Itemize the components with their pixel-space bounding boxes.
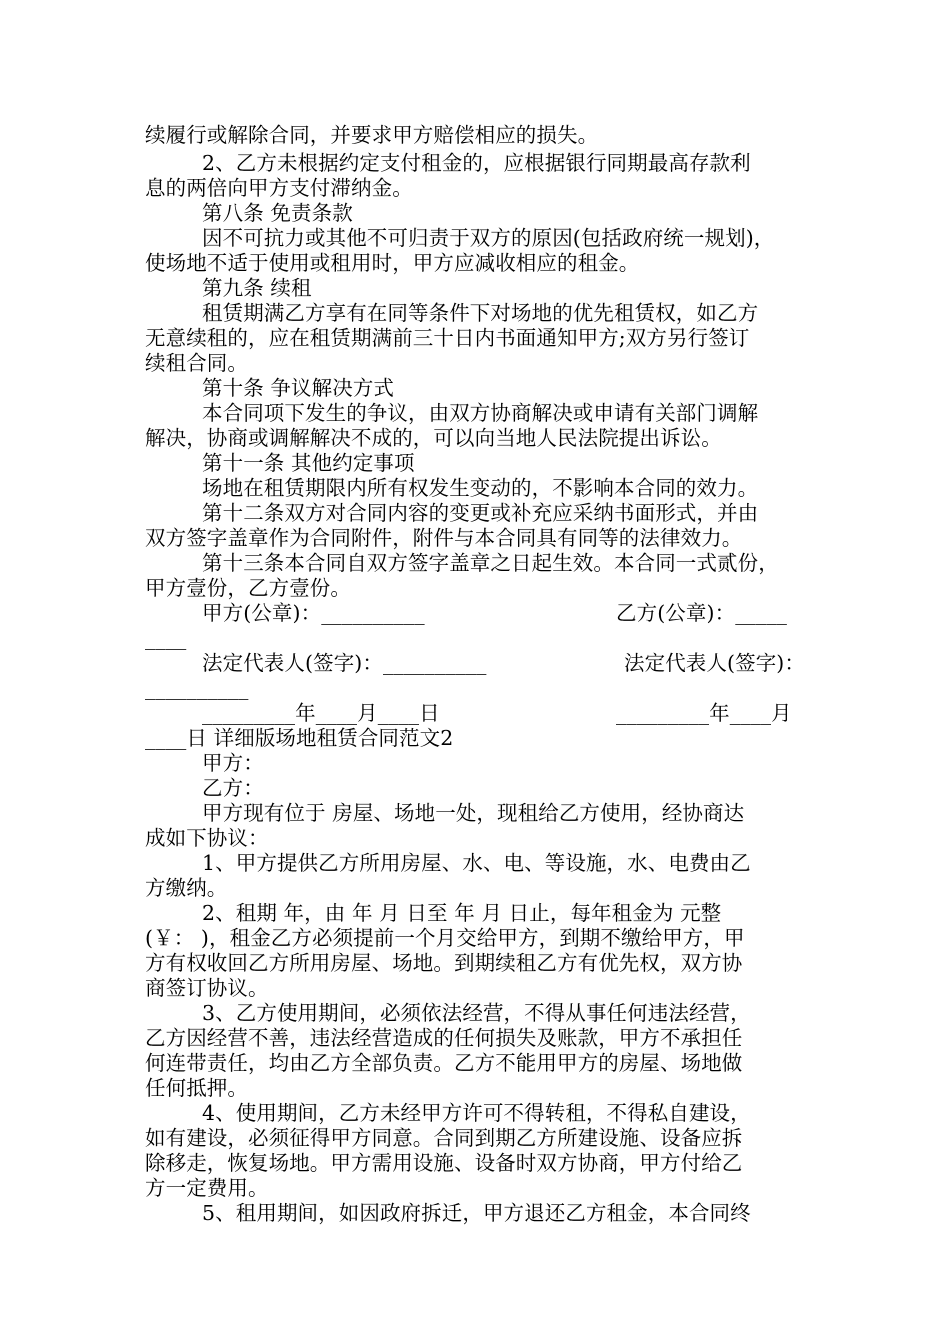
text-line: 方缴纳。: [145, 876, 228, 900]
text-line: 何连带责任，均由乙方全部负责。乙方不能用甲方的房屋、场地做: [145, 1051, 743, 1075]
text-line: (￥： )，租金乙方必须提前一个月交给甲方，到期不缴给甲方，甲: [145, 926, 745, 950]
text-line: 解决，协商或调解解决不成的，可以向当地人民法院提出诉讼。: [145, 426, 722, 450]
party-b-seal-cont: ____: [145, 626, 187, 650]
party-a-seal: 甲方(公章)：__________: [202, 601, 425, 625]
text-line: 任何抵押。: [145, 1076, 248, 1100]
text-line: 商签订协议。: [145, 976, 269, 1000]
party-b-seal: 乙方(公章)：_____: [616, 601, 787, 625]
rep-b-cont: __________: [145, 676, 249, 700]
text-line: 双方签字盖章作为合同附件，附件与本合同具有同等的法律效力。: [145, 526, 743, 550]
text-line: 续租合同。: [145, 351, 248, 375]
text-line: 租赁期满乙方享有在同等条件下对场地的优先租赁权，如乙方: [202, 301, 759, 325]
rep-a: 法定代表人(签字)：__________: [202, 651, 487, 675]
text-line: 成如下协议：: [145, 826, 269, 850]
section-heading: 第九条 续租: [202, 276, 312, 300]
section-heading: 第十条 争议解决方式: [202, 376, 395, 400]
date-a: _________年____月____日: [202, 701, 440, 725]
text-line: 方有权收回乙方所用房屋、场地。到期续租乙方有优先权，双方协: [145, 951, 743, 975]
text-line: 4、使用期间，乙方未经甲方许可不得转租，不得私自建设，: [202, 1101, 751, 1125]
text-line: 除移走，恢复场地。甲方需用设施、设备时双方协商，甲方付给乙: [145, 1151, 743, 1175]
text-line: 1、甲方提供乙方所用房屋、水、电、等设施，水、电费由乙: [202, 851, 751, 875]
text-line: 甲方现有位于 房屋、场地一处，现租给乙方使用，经协商达: [202, 801, 745, 825]
text-line: 第十三条本合同自双方签字盖章之日起生效。本合同一式贰份，: [202, 551, 779, 575]
date-b: _________年____月: [616, 701, 792, 725]
section-heading: 第八条 免责条款: [202, 201, 353, 225]
text-line: 无意续租的，应在租赁期满前三十日内书面通知甲方;双方另行签订: [145, 326, 750, 350]
text-line: 本合同项下发生的争议，由双方协商解决或申请有关部门调解: [202, 401, 759, 425]
text-line: 5、租用期间，如因政府拆迁，甲方退还乙方租金，本合同终: [202, 1201, 751, 1225]
text-line: 第十二条双方对合同内容的变更或补充应采纳书面形式，并由: [202, 501, 759, 525]
rep-b: 法定代表人(签字)：: [624, 651, 805, 675]
text-line: 乙方因经营不善，违法经营造成的任何损失及账款，甲方不承担任: [145, 1026, 743, 1050]
text-line: 场地在租赁期限内所有权发生变动的，不影响本合同的效力。: [202, 476, 759, 500]
text-line: 3、乙方使用期间，必须依法经营，不得从事任何违法经营，: [202, 1001, 751, 1025]
text-line: 因不可抗力或其他不可归责于双方的原因(包括政府统一规划)，: [202, 226, 775, 250]
text-line: 续履行或解除合同，并要求甲方赔偿相应的损失。: [145, 123, 599, 147]
section-heading: 第十一条 其他约定事项: [202, 451, 415, 475]
party-a-label: 甲方：: [202, 751, 264, 775]
text-line: 使场地不适于使用或租用时，甲方应减收相应的租金。: [145, 251, 640, 275]
text-line: 方一定费用。: [145, 1176, 269, 1200]
text-line: 息的两倍向甲方支付滞纳金。: [145, 176, 413, 200]
party-b-label: 乙方：: [202, 776, 264, 800]
text-line: 2、租期 年，由 年 月 日至 年 月 日止，每年租金为 元整: [202, 901, 722, 925]
date-b-cont-title: ____日 详细版场地租赁合同范文2: [145, 726, 454, 750]
text-line: 如有建设，必须征得甲方同意。合同到期乙方所建设施、设备应拆: [145, 1126, 743, 1150]
text-line: 2、乙方未根据约定支付租金的，应根据银行同期最高存款利: [202, 151, 751, 175]
text-line: 甲方壹份，乙方壹份。: [145, 576, 351, 600]
